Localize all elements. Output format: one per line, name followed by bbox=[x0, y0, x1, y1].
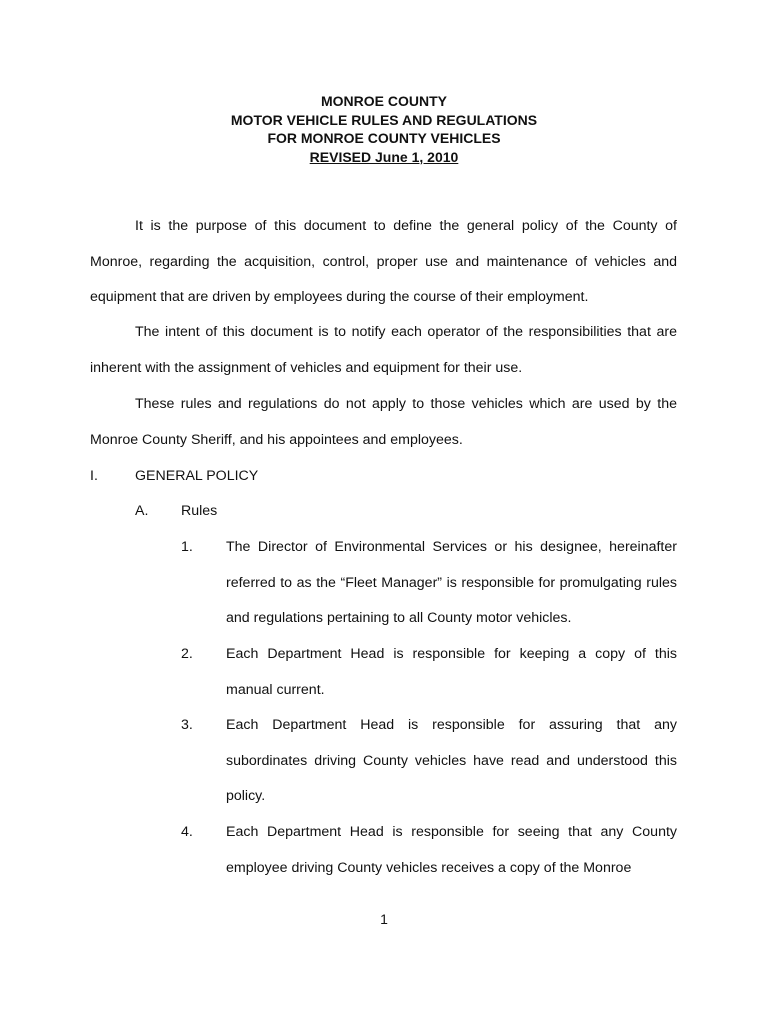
subsection-letter: A. bbox=[135, 503, 149, 519]
rule-text: Each Department Head is responsible for keeping a copy of this manual current. bbox=[226, 646, 677, 698]
title-vehicles: FOR MONROE COUNTY VEHICLES bbox=[267, 130, 501, 146]
rule-number: 4. bbox=[181, 824, 193, 840]
page-number: 1 bbox=[380, 911, 388, 927]
title-revised-date: REVISED June 1, 2010 bbox=[309, 148, 459, 165]
rule-number: 2. bbox=[181, 646, 193, 662]
title-rules: MOTOR VEHICLE RULES AND REGULATIONS bbox=[230, 111, 538, 128]
rule-number: 1. bbox=[181, 539, 193, 555]
rule-number: 3. bbox=[181, 717, 193, 733]
document-title-block bbox=[0, 92, 768, 166]
title-county: MONROE COUNTY bbox=[321, 93, 447, 109]
subsection-title: Rules bbox=[181, 503, 218, 519]
intro-paragraph-purpose: It is the purpose of this document to define the general policy of the County of Monroe, regarding the acquisition, control, proper use and maintenance of vehicles and equipment that are driven by employees during the course of their employment. bbox=[90, 218, 677, 305]
rule-text: The Director of Environmental Services or his designee, hereinafter referred to as the “Fleet Manager” is responsible for promulgating rules and regulations pertaining to all County motor vehicles. bbox=[226, 539, 677, 626]
intro-paragraph-exclusion: These rules and regulations do not apply to those vehicles which are used by the Monroe County Sheriff, and his appointees and employees. bbox=[90, 396, 677, 448]
section-number: I. bbox=[90, 468, 98, 484]
intro-paragraph-intent: The intent of this document is to notify each operator of the responsibilities that are inherent with the assignment of vehicles and equipment for their use. bbox=[90, 324, 677, 376]
section-title: GENERAL POLICY bbox=[135, 468, 259, 484]
rule-text: Each Department Head is responsible for assuring that any subordinates driving County vehicles have read and understood this policy. bbox=[226, 717, 677, 804]
rule-text: Each Department Head is responsible for seeing that any County employee driving County vehicles receives a copy of the Monroe bbox=[226, 824, 677, 876]
